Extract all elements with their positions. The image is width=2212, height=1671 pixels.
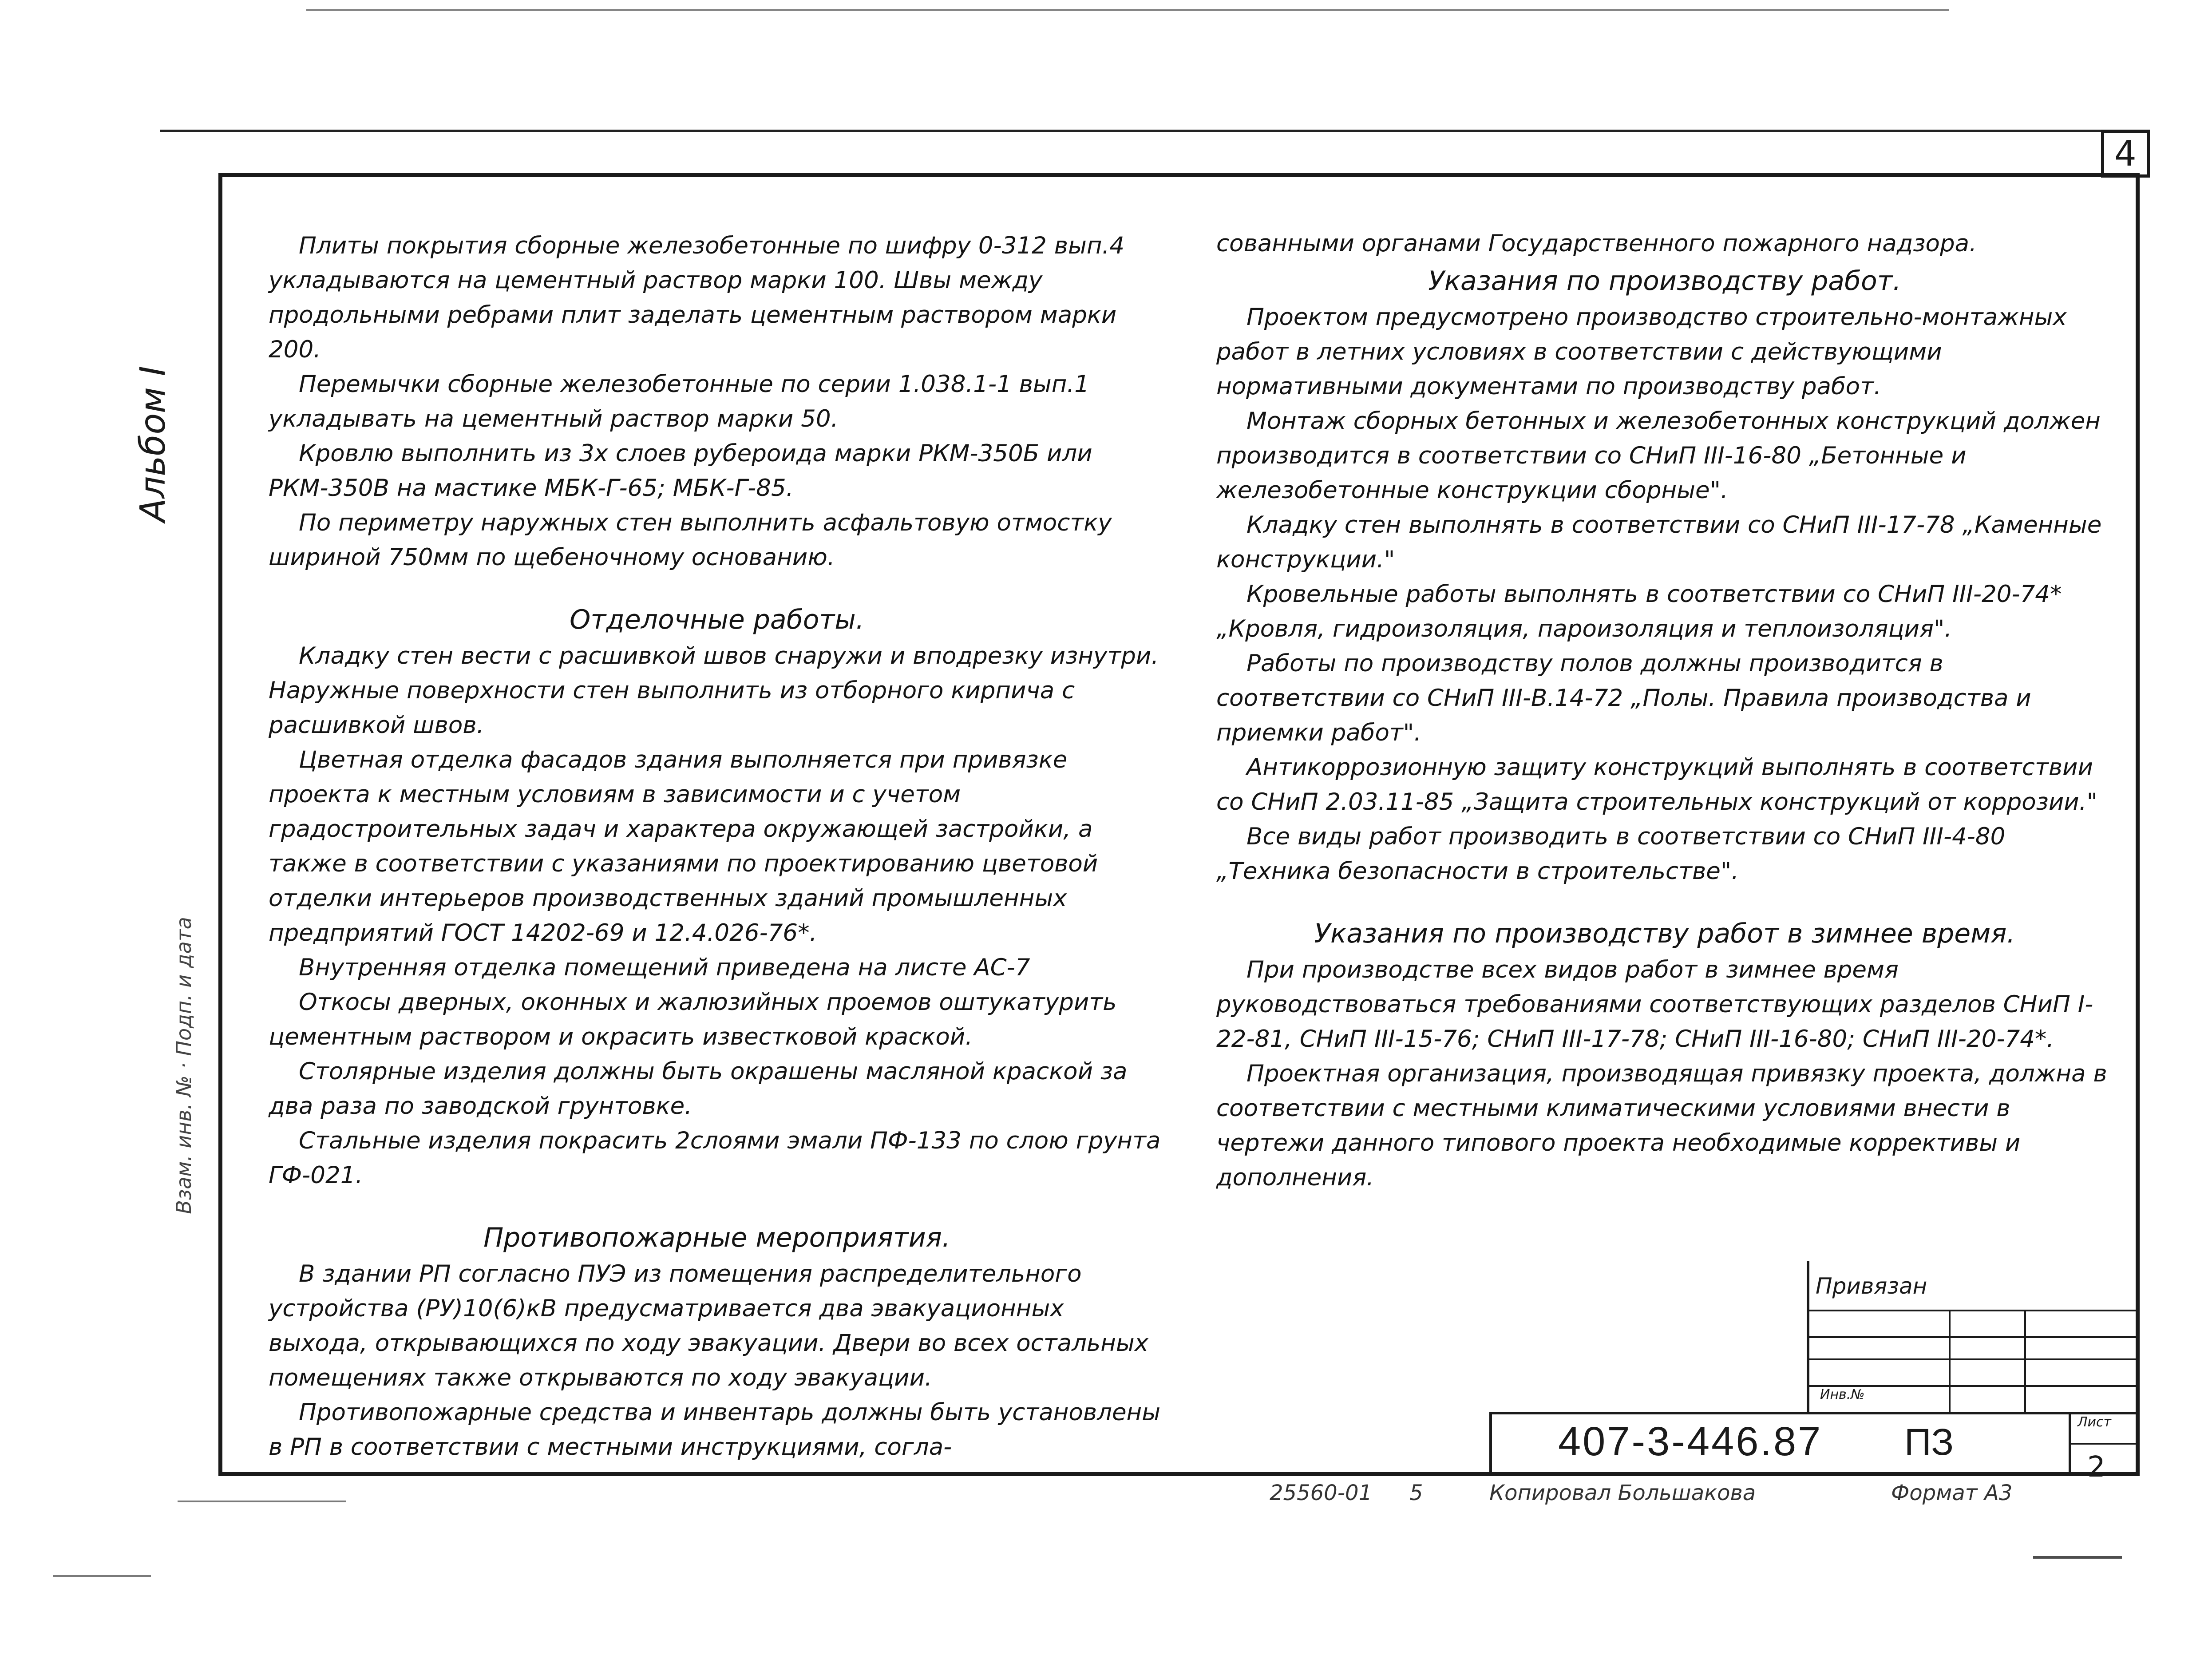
stamp-inv-label: Инв.№ <box>1820 1387 1865 1402</box>
right-column-paragraph: Кровельные работы выполнять в соответствии со СНиП III-20-74* „Кровля, гидроизоляция, пароизоляция и теплоизоляция". <box>1216 581 2062 642</box>
left-column-heading: Отделочные работы. <box>570 604 864 635</box>
stamp-vline-2 <box>1949 1310 1951 1414</box>
left-column-paragraph: Откосы дверных, оконных и жалюзийных проемов оштукатурить цементным раствором и окрасить известковой краской. <box>269 989 1117 1050</box>
title-sheet-hline <box>2069 1443 2140 1445</box>
left-column-paragraph: По периметру наружных стен выполнить асфальтовую отмостку шириной 750мм по щебеночному основанию. <box>269 509 1112 571</box>
footer-copied-by: Копировал Большакова <box>1489 1481 1756 1505</box>
footer-page: 5 <box>1409 1481 1423 1505</box>
scan-bottom-dash-line-3 <box>2033 1556 2122 1559</box>
left-column-heading: Противопожарные мероприятия. <box>483 1222 950 1253</box>
right-column-heading: Указания по производству работ в зимнее время. <box>1314 918 2015 949</box>
stamp-hline-2 <box>1807 1336 2140 1338</box>
document-code: 407-3-446.87 <box>1558 1419 1823 1464</box>
page-number: 4 <box>2101 130 2150 178</box>
right-column-paragraph: сованными органами Государственного пожарного надзора. <box>1216 230 1977 257</box>
left-column-paragraph: Перемычки сборные железобетонные по серии 1.038.1-1 вып.1 укладывать на цементный раствор марки 50. <box>269 371 1089 432</box>
left-column-paragraph: Внутренняя отделка помещений приведена на листе АС-7 <box>299 954 1030 981</box>
right-column-paragraph: Проектная организация, производящая привязку проекта, должна в соответствии с местными климатическими условиями внести в чертежи данного типового проекта необходимые коррективы и дополнения. <box>1216 1060 2107 1191</box>
sheet-label: Лист <box>2077 1414 2112 1430</box>
right-column-paragraph: Монтаж сборных бетонных и железобетонных конструкций должен производится в соответствии со СНиП III-16-80 „Бетонные и железобетонные конструкции сборные". <box>1216 408 2101 504</box>
right-column-paragraph: При производстве всех видов работ в зимнее время руководствоваться требованиями соответствующих разделов СНиП I-22-81, СНиП III-15-76; СНиП III-17-78; СНиП III-16-80; СНиП III-20-74*. <box>1216 956 2093 1053</box>
left-column-paragraph: Столярные изделия должны быть окрашены масляной краской за два раза по заводской грунтовке. <box>269 1058 1128 1120</box>
left-column-paragraph: В здании РП согласно ПУЭ из помещения распределительного устройства (РУ)10(6)кВ предусматривается два эвакуационных выхода, открывающихся по ходу эвакуации. Двери во всех остальных помещениях также открываются по ходу эвакуации. <box>269 1260 1149 1391</box>
document-type: ПЗ <box>1904 1421 1954 1463</box>
left-column-paragraph: Кладку стен вести с расшивкой швов снаружи и вподрезку изнутри. Наружные поверхности стен выполнить из отборного кирпича с расшивкой швов. <box>269 642 1159 739</box>
scan-bottom-dash-line <box>53 1575 151 1577</box>
right-column-heading: Указания по производству работ. <box>1428 265 1901 297</box>
stamp-hline-3 <box>1807 1358 2140 1360</box>
left-column-paragraph: Противопожарные средства и инвентарь должны быть установлены в РП в соответствии с местными инструкциями, согла- <box>269 1399 1161 1461</box>
title-left-line <box>1489 1412 1492 1476</box>
left-column-paragraph: Стальные изделия покрасить 2слоями эмали ПФ-133 по слою грунта ГФ-021. <box>269 1127 1161 1189</box>
right-column-paragraph: Кладку стен выполнять в соответствии со СНиП III-17-78 „Каменные конструкции." <box>1216 511 2102 573</box>
scan-frame-outer-line <box>160 130 2140 132</box>
footer-order-number: 25560-01 <box>1270 1481 1373 1505</box>
right-column-paragraph: Антикоррозионную защиту конструкций выполнять в соответствии со СНиП 2.03.11-85 „Защита строительных конструкций от коррозии." <box>1216 754 2097 816</box>
right-column-paragraph: Работы по производству полов должны производится в соответствии со СНиП III-В.14-72 „Полы. Правила производства и приемки работ". <box>1216 650 2031 746</box>
album-label: Альбом I <box>133 366 173 522</box>
footer-format: Формат А3 <box>1891 1481 2013 1505</box>
side-stamp: Взам. инв. № · Подп. и дата <box>172 917 196 1214</box>
right-column-paragraph: Проектом предусмотрено производство строительно-монтажных работ в летних условиях в соответствии с действующими нормативными документами по производству работ. <box>1216 304 2067 400</box>
right-column-paragraph: Все виды работ производить в соответствии со СНиП III-4-80 „Техника безопасности в строительстве". <box>1216 823 2006 885</box>
left-column-paragraph: Плиты покрытия сборные железобетонные по шифру 0-312 вып.4 укладываются на цементный раствор марки 100. Швы между продольными ребрами плит заделать цементным раствором марки 200. <box>269 232 1125 363</box>
sheet-number: 2 <box>2087 1451 2105 1484</box>
left-column <box>269 229 1165 1465</box>
stamp-vline-3 <box>2024 1310 2026 1414</box>
scan-bottom-dash-line-2 <box>178 1501 346 1502</box>
title-top-line <box>1489 1412 2140 1414</box>
right-column <box>1216 226 2113 1195</box>
left-column-paragraph: Кровлю выполнить из 3х слоев рубероида марки РКМ-350Б или РКМ-350В на мастике МБК-Г-65; МБК-Г-85. <box>269 440 1092 502</box>
scan-top-line <box>306 9 1949 11</box>
stamp-hline-1 <box>1807 1310 2140 1311</box>
stamp-privyazan-label: Привязан <box>1816 1273 1927 1299</box>
left-column-paragraph: Цветная отделка фасадов здания выполняется при привязке проекта к местным условиям в зависимости и с учетом градостроительных задач и характера окружающей застройки, а также в соответствии с указаниями по проектированию цветовой отделки интерьеров производственных зданий промышленных предприятий ГОСТ 14202-69 и 12.4.026-76*. <box>269 746 1098 946</box>
